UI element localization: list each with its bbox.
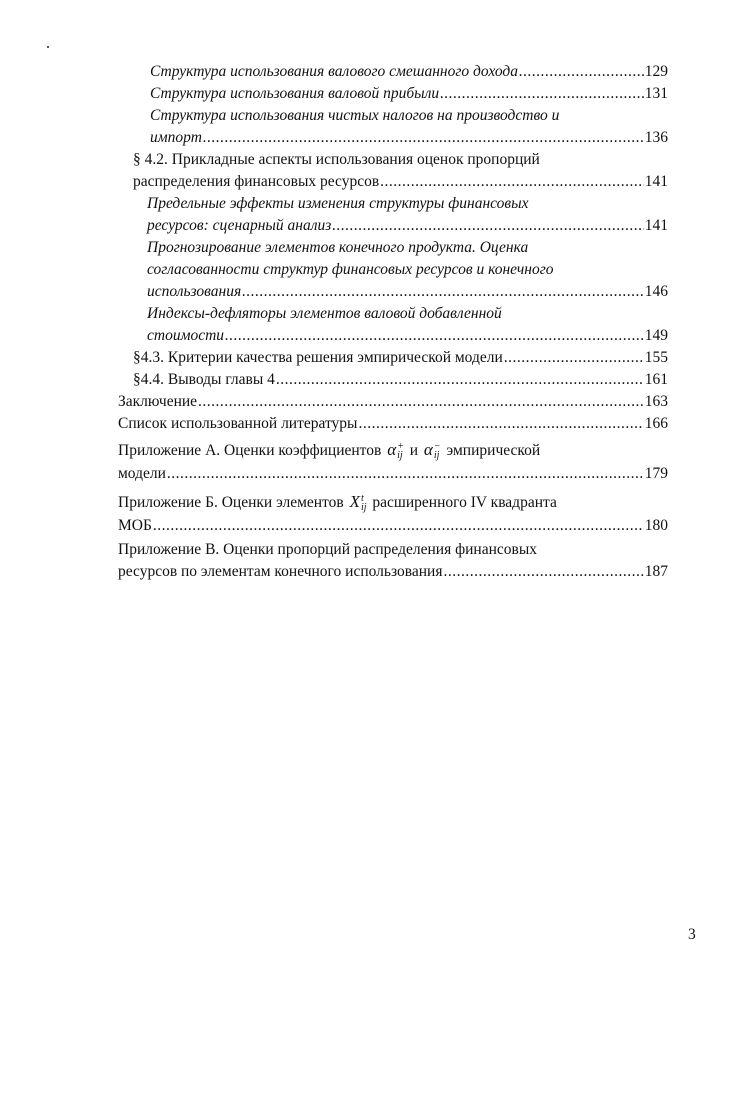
toc-entry[interactable] bbox=[118, 561, 668, 583]
toc-entry[interactable] bbox=[118, 413, 668, 435]
toc-entry-line: § 4.2. Прикладные аспекты использования оценок пропорций bbox=[133, 151, 540, 168]
toc-entry-line bbox=[118, 489, 668, 515]
toc-entry-title: Список использованной литературы bbox=[118, 415, 358, 432]
page-number: 3 bbox=[688, 926, 696, 943]
toc-entry-page: 179 bbox=[644, 465, 668, 482]
toc-entry-title: §4.4. Выводы главы 4 bbox=[133, 371, 275, 388]
toc-entry-page: 141 bbox=[644, 173, 668, 190]
toc-entry[interactable] bbox=[133, 347, 668, 369]
toc-entry-page: 149 bbox=[644, 327, 668, 344]
toc-leader-dots bbox=[242, 281, 644, 303]
toc-leader-dots bbox=[440, 83, 644, 105]
alpha-plus-symbol: α + ij bbox=[387, 440, 404, 462]
appendix-b-suffix: расширенного IV квадранта bbox=[372, 494, 557, 511]
toc-entry-title: Структура использования валового смешанного дохода bbox=[150, 63, 518, 80]
alpha-minus-symbol: α − ij bbox=[423, 440, 441, 462]
toc-entry-page: 163 bbox=[644, 393, 668, 410]
appendix-b-prefix: Приложение Б. Оценки элементов bbox=[118, 494, 344, 511]
toc-leader-dots bbox=[153, 515, 644, 537]
toc-entry[interactable] bbox=[147, 325, 668, 347]
toc-entry-page: 136 bbox=[644, 129, 668, 146]
toc-entry-title: распределения финансовых ресурсов bbox=[133, 173, 380, 190]
toc-leader-dots bbox=[519, 61, 644, 83]
appendix-a-suffix: эмпирической bbox=[446, 442, 541, 459]
toc-entry-title: модели bbox=[118, 465, 166, 482]
toc-entry-title: МОБ bbox=[118, 517, 152, 534]
toc-entry[interactable] bbox=[118, 463, 668, 485]
toc-entry-page: 129 bbox=[644, 63, 668, 80]
toc-entry-title: Структура использования валовой прибыли bbox=[150, 85, 440, 102]
toc-leader-dots bbox=[332, 215, 643, 237]
toc-entry-page: 141 bbox=[644, 217, 668, 234]
toc-entry-page: 131 bbox=[644, 85, 668, 102]
toc-entry[interactable] bbox=[118, 515, 668, 537]
toc-entry-line: Приложение В. Оценки пропорций распределения финансовых bbox=[118, 541, 537, 558]
toc-leader-dots bbox=[198, 391, 644, 413]
scan-speck bbox=[47, 46, 49, 48]
toc-leader-dots bbox=[276, 369, 644, 391]
toc-entry-title: Заключение bbox=[118, 393, 198, 410]
conjunction: и bbox=[409, 442, 419, 459]
toc-leader-dots bbox=[167, 463, 644, 485]
toc-leader-dots bbox=[225, 325, 644, 347]
toc-leader-dots bbox=[504, 347, 644, 369]
toc-entry-page: 187 bbox=[644, 563, 668, 580]
toc-leader-dots bbox=[358, 413, 643, 435]
toc-entry-title: использования bbox=[147, 283, 242, 300]
toc-entry-page: 166 bbox=[644, 415, 668, 432]
appendix-a-prefix: Приложение А. Оценки коэффициентов bbox=[118, 442, 382, 459]
toc-entry-line: Прогнозирование элементов конечного продукта. Оценка bbox=[147, 239, 529, 256]
toc-entry[interactable] bbox=[150, 61, 668, 83]
toc-entry[interactable] bbox=[150, 127, 668, 149]
toc-entry-line: Структура использования чистых налогов на производство и bbox=[150, 107, 560, 124]
toc-entry-title: импорт bbox=[150, 129, 202, 146]
toc-leader-dots bbox=[380, 171, 644, 193]
toc-entry-line: Индексы-дефляторы элементов валовой добавленной bbox=[147, 305, 502, 322]
toc-entry[interactable] bbox=[147, 215, 668, 237]
toc-entry[interactable] bbox=[118, 391, 668, 413]
toc-entry-line: Предельные эффекты изменения структуры финансовых bbox=[147, 195, 529, 212]
toc-entry-line bbox=[118, 437, 668, 463]
toc-entry-title: ресурсов: сценарный анализ bbox=[147, 217, 332, 234]
toc-entry-page: 146 bbox=[644, 283, 668, 300]
toc-entry-page: 155 bbox=[644, 349, 668, 366]
x-symbol: X t ij bbox=[349, 492, 367, 514]
toc-leader-dots bbox=[203, 127, 644, 149]
toc-entry-title: стоимости bbox=[147, 327, 225, 344]
toc-entry[interactable] bbox=[150, 83, 668, 105]
toc-entry-title: §4.3. Критерии качества решения эмпирической модели bbox=[133, 349, 503, 366]
toc-entry[interactable] bbox=[147, 281, 668, 303]
toc-entry[interactable] bbox=[133, 369, 668, 391]
toc-entry-title: ресурсов по элементам конечного использования bbox=[118, 563, 443, 580]
toc-entry-line: согласованности структур финансовых ресурсов и конечного bbox=[147, 261, 554, 278]
toc-entry-page: 161 bbox=[644, 371, 668, 388]
toc-entry[interactable] bbox=[133, 171, 668, 193]
toc-leader-dots bbox=[443, 561, 643, 583]
toc-entry-page: 180 bbox=[644, 517, 668, 534]
